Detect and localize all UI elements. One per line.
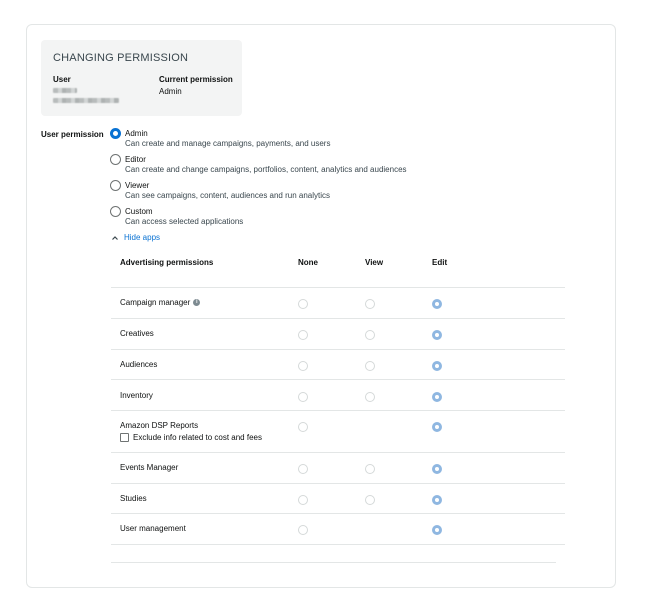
row-divider	[111, 379, 565, 380]
column-header-none: None	[298, 258, 318, 267]
edit-radio[interactable]	[432, 361, 442, 371]
exclude-cost-checkbox[interactable]	[120, 433, 129, 442]
exclude-cost-option[interactable]	[120, 433, 262, 442]
row-divider	[111, 452, 565, 453]
table-row-label: Creatives	[120, 329, 154, 338]
viewer-radio[interactable]	[110, 180, 121, 191]
redacted-user-email	[53, 98, 119, 103]
user-permission-label: User permission	[41, 130, 104, 139]
chevron-up-icon	[111, 234, 119, 242]
row-divider	[111, 483, 565, 484]
option-description: Can access selected applications	[125, 217, 244, 226]
none-radio[interactable]	[298, 361, 308, 371]
option-description: Can see campaigns, content, audiences and run analytics	[125, 191, 331, 200]
edit-radio[interactable]	[432, 495, 442, 505]
none-radio[interactable]	[298, 495, 308, 505]
table-row-label: Audiences	[120, 360, 158, 369]
edit-radio[interactable]	[432, 330, 442, 340]
row-divider	[111, 544, 565, 545]
option-label: Viewer	[125, 181, 150, 190]
redacted-user-name	[53, 88, 77, 93]
view-radio[interactable]	[365, 495, 375, 505]
table-footer-divider	[111, 562, 556, 563]
admin-radio[interactable]	[110, 128, 121, 139]
none-radio[interactable]	[298, 330, 308, 340]
row-divider	[111, 318, 565, 319]
view-radio[interactable]	[365, 330, 375, 340]
table-row-label: Studies	[120, 494, 147, 503]
hide-apps-link[interactable]	[111, 233, 160, 242]
table-row-label	[120, 298, 200, 307]
none-radio[interactable]	[298, 392, 308, 402]
view-radio[interactable]	[365, 299, 375, 309]
view-radio[interactable]	[365, 464, 375, 474]
option-description: Can create and change campaigns, portfolios, content, analytics and audiences	[125, 165, 407, 174]
edit-radio[interactable]	[432, 525, 442, 535]
panel-title: CHANGING PERMISSION	[53, 52, 189, 64]
none-radio[interactable]	[298, 525, 308, 535]
none-radio[interactable]	[298, 464, 308, 474]
user-label: User	[53, 75, 71, 84]
hide-apps-label: Hide apps	[124, 233, 161, 242]
option-label: Custom	[125, 207, 153, 216]
current-permission-label: Current permission	[159, 75, 233, 84]
edit-radio[interactable]	[432, 464, 442, 474]
edit-radio[interactable]	[432, 422, 442, 432]
view-radio[interactable]	[365, 361, 375, 371]
table-row-label: Inventory	[120, 391, 153, 400]
view-radio[interactable]	[365, 392, 375, 402]
column-header-edit: Edit	[432, 258, 448, 267]
row-name: Campaign manager	[120, 298, 191, 307]
edit-radio[interactable]	[432, 392, 442, 402]
table-divider	[111, 287, 565, 288]
column-header-view: View	[365, 258, 384, 267]
none-radio[interactable]	[298, 422, 308, 432]
option-label: Admin	[125, 129, 148, 138]
editor-radio[interactable]	[110, 154, 121, 165]
option-label: Editor	[125, 155, 146, 164]
table-row-label: Amazon DSP Reports	[120, 421, 199, 430]
table-row-label: User management	[120, 524, 186, 533]
table-row-label: Events Manager	[120, 463, 179, 472]
custom-radio[interactable]	[110, 206, 121, 217]
column-header-permissions: Advertising permissions	[120, 258, 214, 267]
none-radio[interactable]	[298, 299, 308, 309]
row-divider	[111, 410, 565, 411]
row-divider	[111, 349, 565, 350]
user-info-panel	[41, 40, 242, 116]
checkbox-label: Exclude info related to cost and fees	[133, 433, 262, 442]
edit-radio[interactable]	[432, 299, 442, 309]
info-icon[interactable]: i	[193, 299, 200, 306]
row-divider	[111, 513, 565, 514]
option-description: Can create and manage campaigns, payments, and users	[125, 139, 331, 148]
current-permission-value: Admin	[159, 87, 182, 96]
